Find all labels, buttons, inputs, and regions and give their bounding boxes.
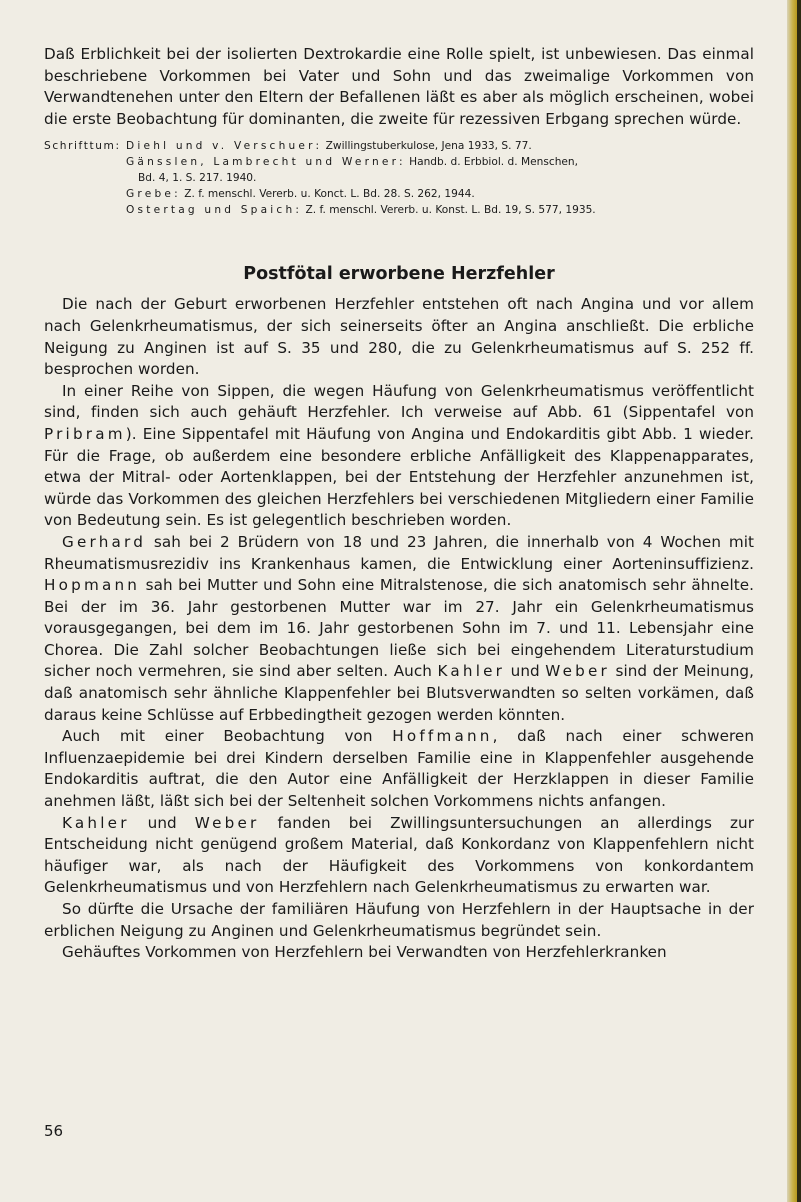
reference-text: Z. f. menschl. Vererb. u. Konst. L. Bd. 19, S. 577, 1935.	[305, 204, 596, 217]
reference-authors: Gänsslen, Lambrecht und Werner:	[126, 156, 406, 169]
reference-authors: Grebe:	[126, 188, 181, 201]
author-name: Hopmann	[44, 576, 141, 595]
reference-2	[44, 154, 754, 170]
paragraph-6: So dürfte die Ursache der familiären Häufung von Herzfehlern in der Hauptsache in der erblichen Neigung zu Anginen und Gelenkrheumatismus begründet sein.	[44, 900, 754, 940]
paragraph-1: Die nach der Geburt erworbenen Herzfehler entstehen oft nach Angina und vor allem nach Gelenkrheumatismus, der sich seinerseits öfter an Angina anschließt. Die erbliche Neigung zu Anginen ist auf S. 35 und 280, die zu Gelenkrheumatismus auf S. 252 ff. besprochen worden.	[44, 295, 754, 379]
page-content	[44, 44, 754, 964]
author-name: Pribram	[44, 424, 126, 443]
reference-authors: Diehl und v. Verschuer:	[126, 140, 323, 153]
author-name: Weber	[545, 662, 610, 681]
author-name: Kahler	[62, 813, 130, 832]
section-heading: Postfötal erworbene Herzfehler	[243, 264, 555, 285]
author-name: Gerhard	[62, 532, 147, 551]
author-name: Kahler	[437, 662, 506, 681]
paragraph-2: In einer Reihe von Sippen, die wegen Häufung von Gelenkrheumatismus veröffentlicht sind, finden sich auch gehäuft Herzfehler. Ich verweise auf Abb. 61 (Sippentafel von Pribram). Eine Sippentafel mit Häufung von Angina und Endokarditis gibt Abb. 1 wieder. Für die Frage, ob außerdem eine besondere erbliche Anfälligkeit des Klappenapparates, etwa der Mitral- oder Aortenklappen, bei der Entstehung der Herzfehler anzunehmen ist, würde das Vorkommen des gleichen Herzfehlers bei verschiedenen Mitgliedern einer Familie von Bedeutung sein. Es ist gelegentlich beschrieben worden.	[44, 381, 754, 530]
references-block	[44, 138, 754, 218]
reference-text: Zwillingstuberkulose, Jena 1933, S. 77.	[325, 140, 532, 153]
intro-paragraph: Daß Erblichkeit bei der isolierten Dextrokardie eine Rolle spielt, ist unbewiesen. Das einmal beschriebene Vorkommen bei Vater und Sohn und das zweimalige Vorkommen von Verwandtenehen unter den Eltern der Befallenen läßt es aber als möglich erscheinen, wobei die erste Beobachtung für dominanten, die zweite für rezessiven Erbgang sprechen würde.	[44, 45, 754, 128]
paragraph-7: Gehäuftes Vorkommen von Herzfehlern bei Verwandten von Herzfehlerkranken	[62, 943, 667, 962]
reference-3	[44, 186, 754, 202]
paragraph-3: Gerhard sah bei 2 Brüdern von 18 und 23 Jahren, die innerhalb von 4 Wochen mit Rheumatismusrezidiv ins Krankenhaus kamen, die Entwicklung einer Aorteninsuffizienz. Hopmann sah bei Mutter und Sohn eine Mitralstenose, die sich anatomisch sehr ähnelte. Bei der im 36. Jahr gestorbenen Mutter war im 27. Jahr ein Gelenkrheumatismus vorausgegangen, bei dem im 16. Jahr gestorbenen Sohn im 7. und 11. Lebensjahr eine Chorea. Die Zahl solcher Beobachtungen ließe sich bei eingehendem Literaturstudium sicher noch vermehren, sie sind aber selten. Auch Kahler und Weber sind der Meinung, daß anatomisch sehr ähnliche Klappenfehler bei Blutsverwandten so selten vorkämen, daß daraus keine Schlüsse auf Erbbedingtheit gezogen werden könnten.	[44, 532, 754, 724]
reference-4	[44, 202, 754, 218]
page-edge-shadow	[797, 0, 801, 1202]
reference-text: Z. f. menschl. Vererb. u. Konct. L. Bd. 28. S. 262, 1944.	[184, 188, 475, 201]
paragraph-5: Kahler und Weber fanden bei Zwillingsuntersuchungen an allerdings zur Entscheidung nicht genügend großem Material, daß Konkordanz von Klappenfehlern nicht häufiger war, als nach der Häufigkeit des Vorkommens von konkordantem Gelenkrheumatismus und von Herzfehlern nach Gelenkrheumatismus zu erwarten war.	[44, 813, 754, 897]
page-number: 56	[44, 1122, 64, 1140]
author-name: Hoffmann	[392, 727, 493, 746]
reference-authors: Ostertag und Spaich:	[126, 204, 303, 217]
references-label: Schrifttum:	[44, 140, 121, 153]
reference-text: Handb. d. Erbbiol. d. Menschen,	[409, 156, 579, 169]
reference-2-continuation: Bd. 4, 1. S. 217. 1940.	[138, 172, 257, 185]
author-name: Weber	[194, 813, 260, 832]
reference-1	[44, 138, 754, 154]
paragraph-4: Auch mit einer Beobachtung von Hoffmann, daß nach einer schweren Influenzaepidemie bei drei Kindern derselben Familie eine in Klappenfehler ausgehende Endokarditis auftrat, die den Autor eine Anfälligkeit der Herzklappen in dieser Familie anehmen läßt, läßt sich bei der Seltenheit solchen Vorkommens nichts anfangen.	[44, 727, 755, 811]
